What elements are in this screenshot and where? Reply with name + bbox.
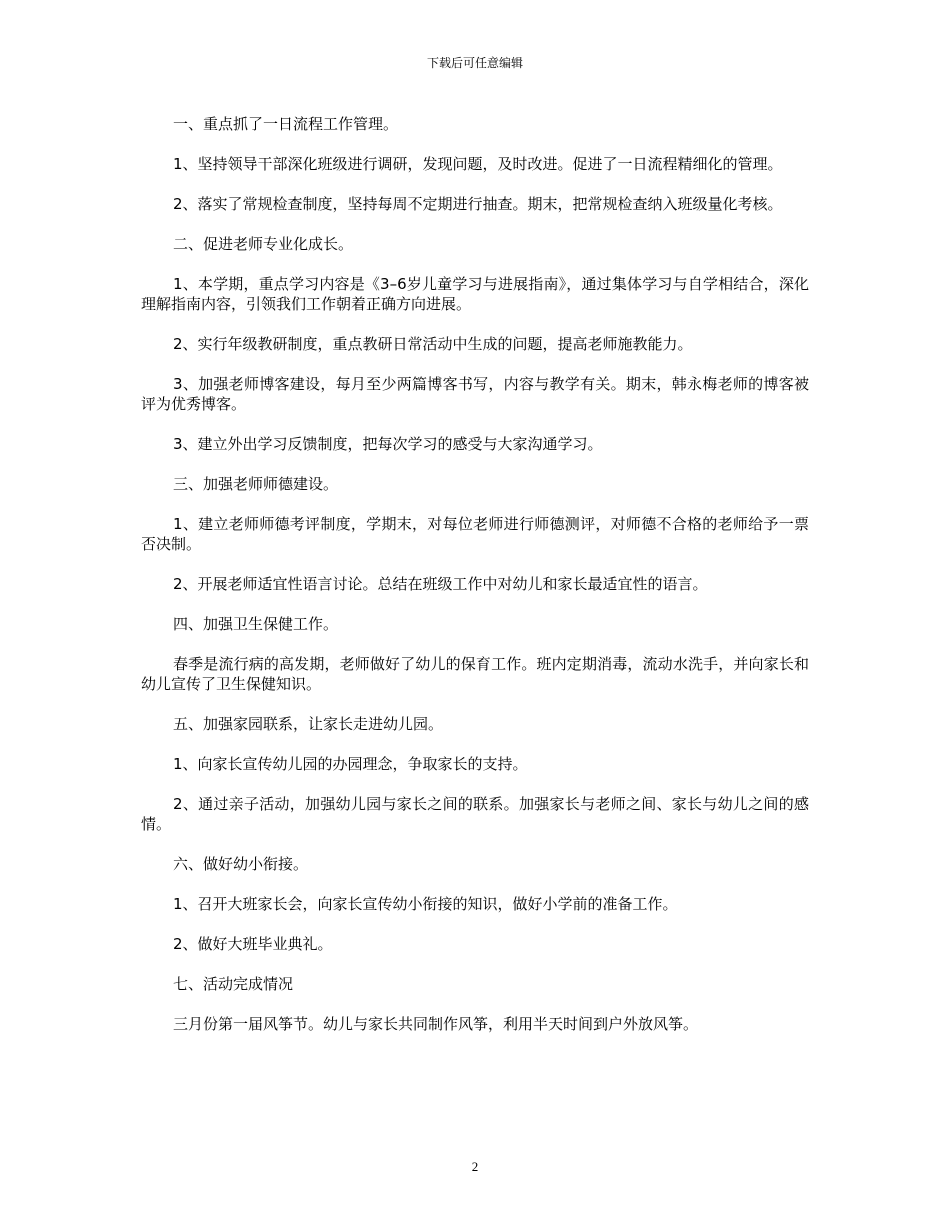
section-heading-4: 四、加强卫生保健工作。 bbox=[173, 615, 339, 633]
section-heading-6: 六、做好幼小衔接。 bbox=[173, 855, 309, 873]
paragraph: 2、落实了常规检查制度，坚持每周不定期进行抽查。期末，把常规检查纳入班级量化考核。 bbox=[173, 195, 783, 213]
paragraph: 1、建立老师师德考评制度，学期末，对每位老师进行师德测评，对师德不合格的老师给予一票否决制。 bbox=[141, 515, 809, 553]
document-body bbox=[141, 114, 809, 1054]
page-number: 2 bbox=[471, 1159, 479, 1174]
section-heading-1: 一、重点抓了一日流程工作管理。 bbox=[173, 115, 399, 133]
section-heading-7: 七、活动完成情况 bbox=[173, 975, 294, 993]
paragraph: 1、坚持领导干部深化班级进行调研，发现问题，及时改进。促进了一日流程精细化的管理。 bbox=[173, 155, 783, 173]
paragraph: 2、实行年级教研制度，重点教研日常活动中生成的问题，提高老师施教能力。 bbox=[173, 335, 693, 353]
paragraph: 2、通过亲子活动，加强幼儿园与家长之间的联系。加强家长与老师之间、家长与幼儿之间的感情。 bbox=[141, 795, 809, 833]
paragraph: 1、向家长宣传幼儿园的办园理念，争取家长的支持。 bbox=[173, 755, 528, 773]
paragraph: 3、加强老师博客建设，每月至少两篇博客书写，内容与教学有关。期末，韩永梅老师的博客被评为优秀博客。 bbox=[141, 375, 809, 413]
paragraph: 1、本学期，重点学习内容是《3–6岁儿童学习与进展指南》，通过集体学习与自学相结合，深化理解指南内容，引领我们工作朝着正确方向进展。 bbox=[141, 275, 809, 313]
paragraph: 春季是流行病的高发期，老师做好了幼儿的保育工作。班内定期消毒，流动水洗手，并向家长和幼儿宣传了卫生保健知识。 bbox=[141, 655, 809, 693]
paragraph: 1、召开大班家长会，向家长宣传幼小衔接的知识，做好小学前的准备工作。 bbox=[173, 895, 678, 913]
paragraph: 2、开展老师适宜性语言讨论。总结在班级工作中对幼儿和家长最适宜性的语言。 bbox=[173, 575, 708, 593]
section-heading-3: 三、加强老师师德建设。 bbox=[173, 475, 339, 493]
section-heading-5: 五、加强家园联系，让家长走进幼儿园。 bbox=[173, 715, 444, 733]
section-heading-2: 二、促进老师专业化成长。 bbox=[173, 235, 354, 253]
paragraph: 3、建立外出学习反馈制度，把每次学习的感受与大家沟通学习。 bbox=[173, 435, 603, 453]
paragraph: 三月份第一届风筝节。幼儿与家长共同制作风筝，利用半天时间到户外放风筝。 bbox=[173, 1015, 699, 1033]
page-header: 下载后可任意编辑 bbox=[426, 56, 523, 70]
paragraph: 2、做好大班毕业典礼。 bbox=[173, 935, 333, 953]
